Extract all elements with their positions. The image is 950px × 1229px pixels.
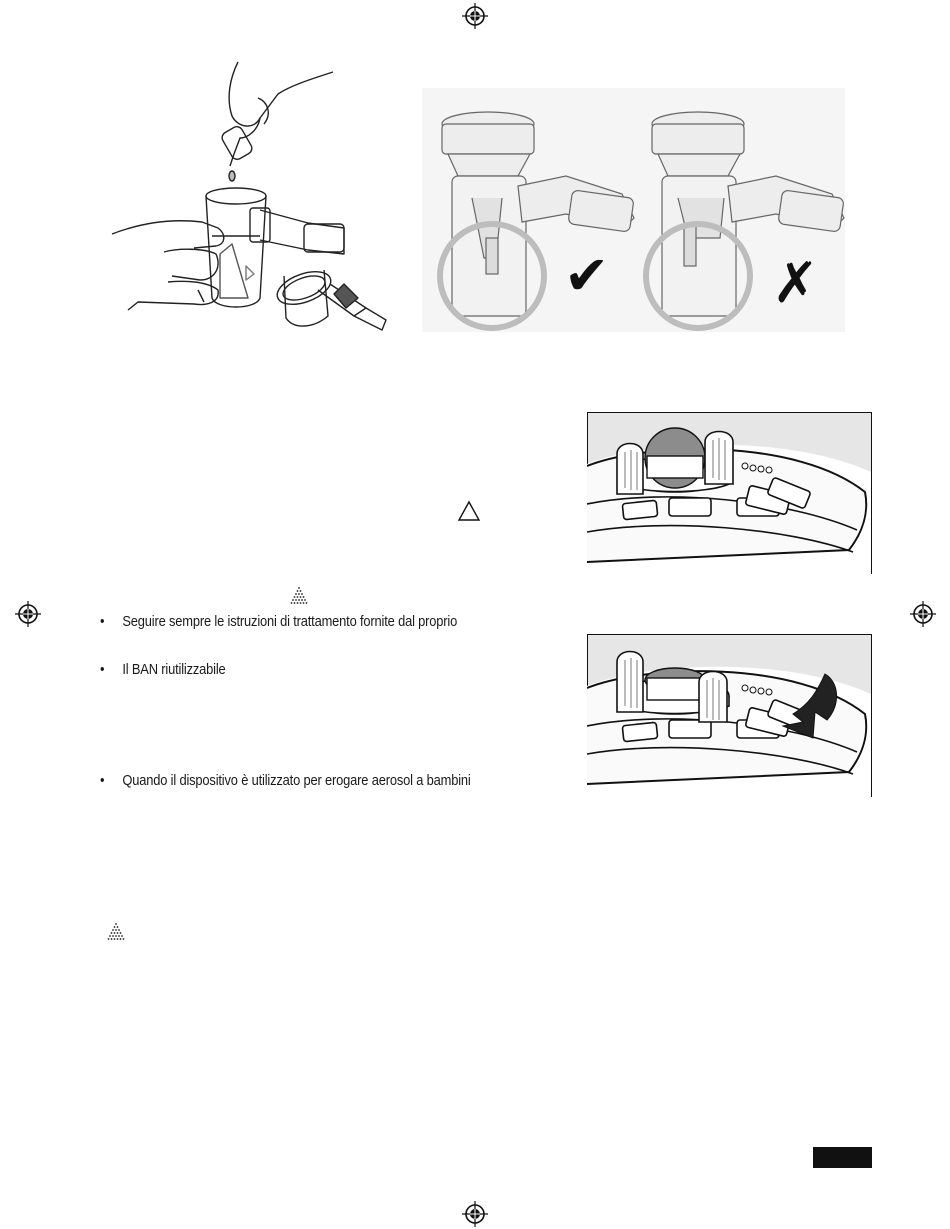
bullet-item [100,772,471,789]
bullet-dot: • [100,772,105,789]
bullet-text: Quando il dispositivo è utilizzato per erogare aerosol a bambini [122,772,471,789]
bullet-dot: • [100,613,105,630]
correct-check-mark: ✔ [564,244,610,307]
bullet-text: Il BAN riutilizzabile [122,661,226,678]
nebulizer-cap-illustration [587,412,872,574]
registration-mark-icon [910,601,936,627]
dotted-triangle-icon [289,585,309,609]
dotted-triangle-icon [106,921,126,945]
registration-mark-icon [15,601,41,627]
page-number-tab [813,1147,872,1168]
warning-triangle-icon [457,500,481,522]
bullet-item [100,661,226,678]
registration-mark-icon [462,1201,488,1227]
bullet-item [100,613,457,630]
registration-mark-icon [462,3,488,29]
bullet-text: Seguire sempre le istruzioni di trattamento fornite dal proprio [122,613,458,630]
assembly-comparison-illustration [422,88,845,332]
bullet-dot: • [100,661,105,678]
nebulizer-filling-illustration [108,58,393,340]
nebulizer-cap-rotate-illustration [587,634,872,797]
wrong-x-mark: ✗ [772,251,819,316]
